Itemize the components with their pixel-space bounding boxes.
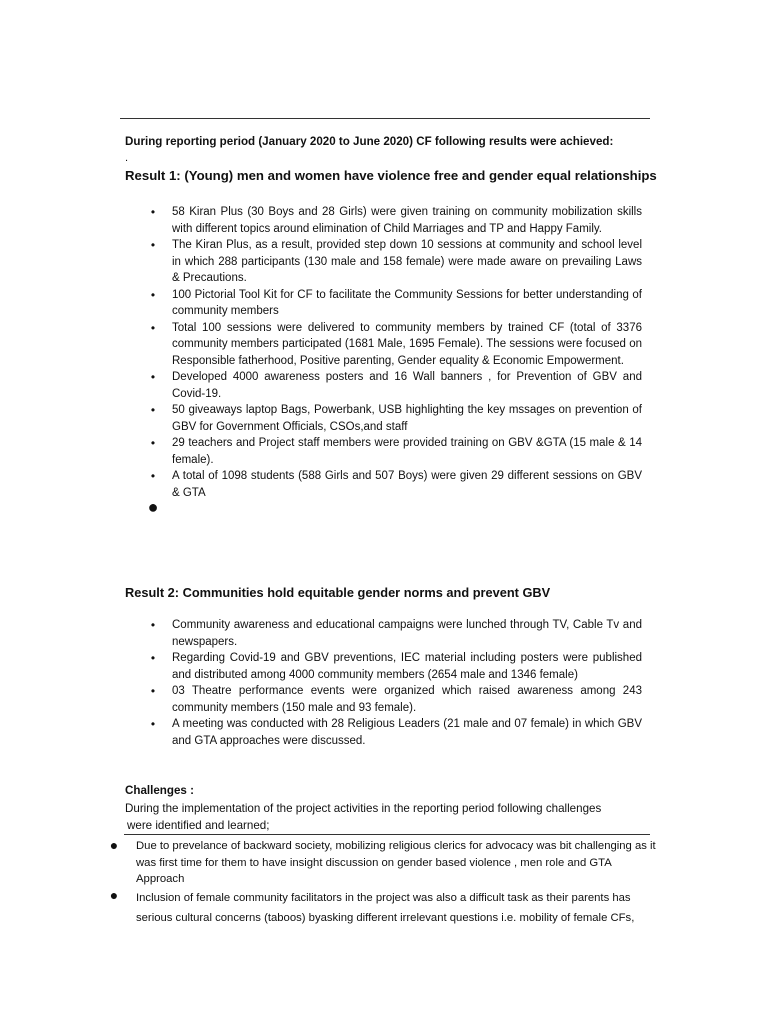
challenges-intro-line2: were identified and learned; [127, 819, 270, 832]
bullet-icon: • [150, 370, 156, 384]
bullet-icon: • [150, 436, 156, 450]
result2-list [150, 617, 642, 749]
list-item: • 100 Pictorial Tool Kit for CF to facilitate the Community Sessions for better understanding of community members [172, 287, 642, 320]
bullet-icon: ● [147, 497, 159, 517]
result2-heading: Result 2: Communities hold equitable gender norms and prevent GBV [125, 585, 551, 600]
list-item: • 58 Kiran Plus (30 Boys and 28 Girls) were given training on community mobilization skills with different topics around elimination of Child Marriages and TP and Happy Family. [172, 204, 642, 237]
list-item: ● Due to prevelance of backward society, mobilizing religious clerics for advocacy was bit challenging as it was first time for them to have insight discussion on gender based violence , men role and GTA Approach [109, 837, 656, 885]
bullet-icon: • [150, 469, 156, 483]
bullet-icon: • [150, 403, 156, 417]
bullet-icon: • [150, 238, 156, 252]
list-item: • Community awareness and educational campaigns were lunched through TV, Cable Tv and newspapers. [172, 617, 642, 650]
challenges-list [109, 837, 656, 928]
result1-list [147, 204, 642, 521]
bullet-icon: • [150, 287, 156, 302]
list-item: • 29 teachers and Project staff members were provided training on GBV &GTA (15 male & 14 female). [172, 435, 642, 468]
intro-text: During reporting period (January 2020 to June 2020) CF following results were achieved: [125, 135, 614, 148]
list-item: • Total 100 sessions were delivered to community members by trained CF (total of 3376 community members participated (1681 Male, 1695 Female). The sessions were focused on Responsible fatherhood, Positive parenting, Gender equality & Economic Empowerment. [172, 320, 642, 370]
bullet-icon: • [150, 320, 156, 335]
section-rule [124, 834, 650, 835]
bullet-icon: ● [109, 886, 119, 903]
bullet-icon: ● [109, 837, 119, 853]
bullet-icon: • [150, 618, 156, 632]
empty-list-item [147, 497, 642, 521]
bullet-icon: • [150, 205, 156, 219]
bullet-icon: • [150, 651, 156, 665]
challenges-title: Challenges : [125, 784, 194, 797]
list-item: • Regarding Covid-19 and GBV preventions, IEC material including posters were published and distributed among 4000 community members (2654 male and 1346 female) [172, 650, 642, 683]
list-item: • 03 Theatre performance events were organized which raised awareness among 243 community members (150 male and 93 female). [172, 683, 642, 716]
challenges-intro [125, 800, 655, 834]
result1-heading: Result 1: (Young) men and women have violence free and gender equal relationships [125, 168, 657, 183]
intro-dot: . [125, 152, 129, 164]
bullet-icon: • [150, 684, 156, 698]
list-item: • The Kiran Plus, as a result, provided step down 10 sessions at community and school level in which 288 participants (130 male and 158 female) were made aware on prevailing Laws & Precautions. [172, 237, 642, 287]
bullet-icon: • [150, 717, 156, 731]
list-item: • A meeting was conducted with 28 Religious Leaders (21 male and 07 female) in which GBV and GTA approaches were discussed. [172, 716, 642, 749]
list-item: • A total of 1098 students (588 Girls and 507 Boys) were given 29 different sessions on GBV & GTA [172, 468, 642, 501]
challenges-intro-line1: During the implementation of the project activities in the reporting period following challenges [125, 802, 602, 815]
list-item: • 50 giveaways laptop Bags, Powerbank, USB highlighting the key mssages on prevention of GBV for Government Officials, CSOs,and staff [172, 402, 642, 435]
list-item: • Developed 4000 awareness posters and 16 Wall banners , for Prevention of GBV and Covid-19. [172, 369, 642, 402]
top-rule [120, 118, 650, 119]
list-item: ● Inclusion of female community facilitators in the project was also a difficult task as their parents has serious cultural concerns (taboos) byasking different irrelevant questions i.e. mobility of female CFs, [109, 886, 635, 924]
